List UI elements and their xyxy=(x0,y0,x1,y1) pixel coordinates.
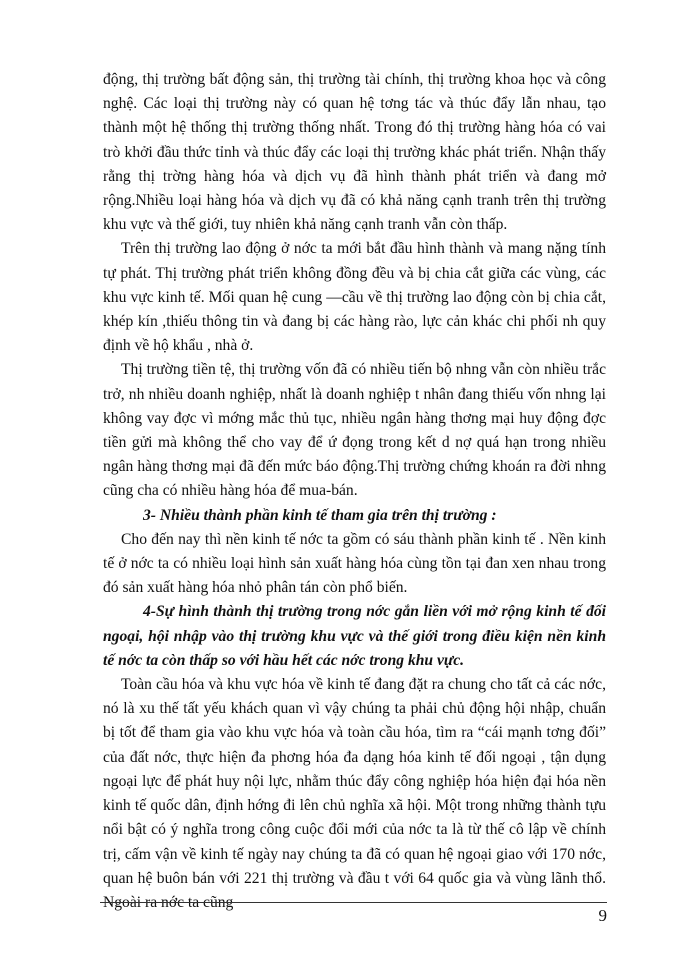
paragraph-labor-market: Trên thị trường lao động ở nớc ta mới bắt đầu hình thành và mang nặng tính tự phát. Thị trường phát triển không đồng đều và bị chia cắt giữa các vùng, các khu vực kinh tế. Mối quan hệ cung —cầu về thị trường lao động còn bị chia cắt, khép kín ,thiếu thông tin và đang bị các hàng rào, lực cản khác chi phối nh quy định về hộ khẩu , nhà ở. xyxy=(103,240,606,355)
paragraph-market-types: động, thị trường bất động sản, thị trường tài chính, thị trường khoa học và công nghệ. Các loại thị trường này có quan hệ tơng tác và thúc đẩy lẫn nhau, tạo thành một hệ thống thị trường thống nhất. Trong đó thị trường hàng hóa có vai trò khởi đầu thức tỉnh và thúc đẩy các loại thị trường khác phát triển. Nhận thấy rằng thị trờng hàng hóa và dịch vụ đã hình thành phát triển và đang mở rộng.Nhiều loại hàng hóa và dịch vụ đã có khả năng cạnh tranh trên thị trường khu vực và thế giới, tuy nhiên khả năng cạnh tranh vẫn còn thấp. xyxy=(103,71,606,234)
page-number: 9 xyxy=(598,906,607,925)
paragraph-economic-sectors: Cho đến nay thì nền kinh tế nớc ta gồm có sáu thành phần kinh tế . Nền kinh tế ở nớc ta có nhiều loại hình sản xuất hàng hóa cùng tồn tại đan xen nhau trong đó sản xuất hàng hóa nhỏ phân tán còn phổ biến. xyxy=(103,530,606,597)
paragraph-capital-market: Thị trường tiền tệ, thị trường vốn đã có nhiều tiến bộ nhng vẫn còn nhiều trắc trở, nh nhiều doanh nghiệp, nhất là doanh nghiệp t nhân đang thiếu vốn nhng lại không vay đợc vì mớng mắc thủ tục, nhiều ngân hàng thơng mại huy động đợc tiền gửi mà không thể cho vay để ứ đọng trong kết d nợ quá hạn trong nhiều ngân hàng thơng mại đã đến mức báo động.Thị trường chứng khoán ra đời nhng cũng cha có nhiều hàng hóa để mua-bán. xyxy=(103,361,606,500)
section-heading-4: 4-Sự hình thành thị trường trong nớc gắn liền với mở rộng kinh tế đối ngoại, hội nhập vào thị trường khu vực và thế giới trong điều kiện nền kinh tế nớc ta còn thấp so với hầu hết các nớc trong khu vực. xyxy=(103,603,606,669)
page-body xyxy=(103,68,606,915)
paragraph-globalization: Toàn cầu hóa và khu vực hóa về kinh tế đang đặt ra chung cho tất cả các nớc, nó là xu thế tất yếu khách quan vì vậy chúng ta phải chủ động hội nhập, chuẩn bị tốt để tham gia vào khu vực hóa và toàn cầu hóa, tìm ra “cái mạnh tơng đối” của đất nớc, thực hiện đa phơng hóa đa dạng hóa kinh tế đối ngoại , tận dụng ngoại lực để phát huy nội lực, nhằm thúc đẩy công nghiệp hóa hiện đại hóa nền kinh tế quốc dân, định hớng đi lên chủ nghĩa xã hội. Một trong những thành tựu nổi bật có ý nghĩa trong công cuộc đổi mới của nớc ta là từ thế cô lập về chính trị, cấm vận về kinh tế ngày nay chúng ta đã có quan hệ ngoại giao với 170 nớc, quan hệ buôn bán với 221 thị trường và đầu t với 64 quốc gia và vùng lãnh thổ. Ngoài ra nớc ta cũng xyxy=(103,676,606,911)
footer-divider xyxy=(100,902,607,903)
section-heading-3: 3- Nhiều thành phần kinh tế tham gia trên thị trường : xyxy=(143,506,497,524)
